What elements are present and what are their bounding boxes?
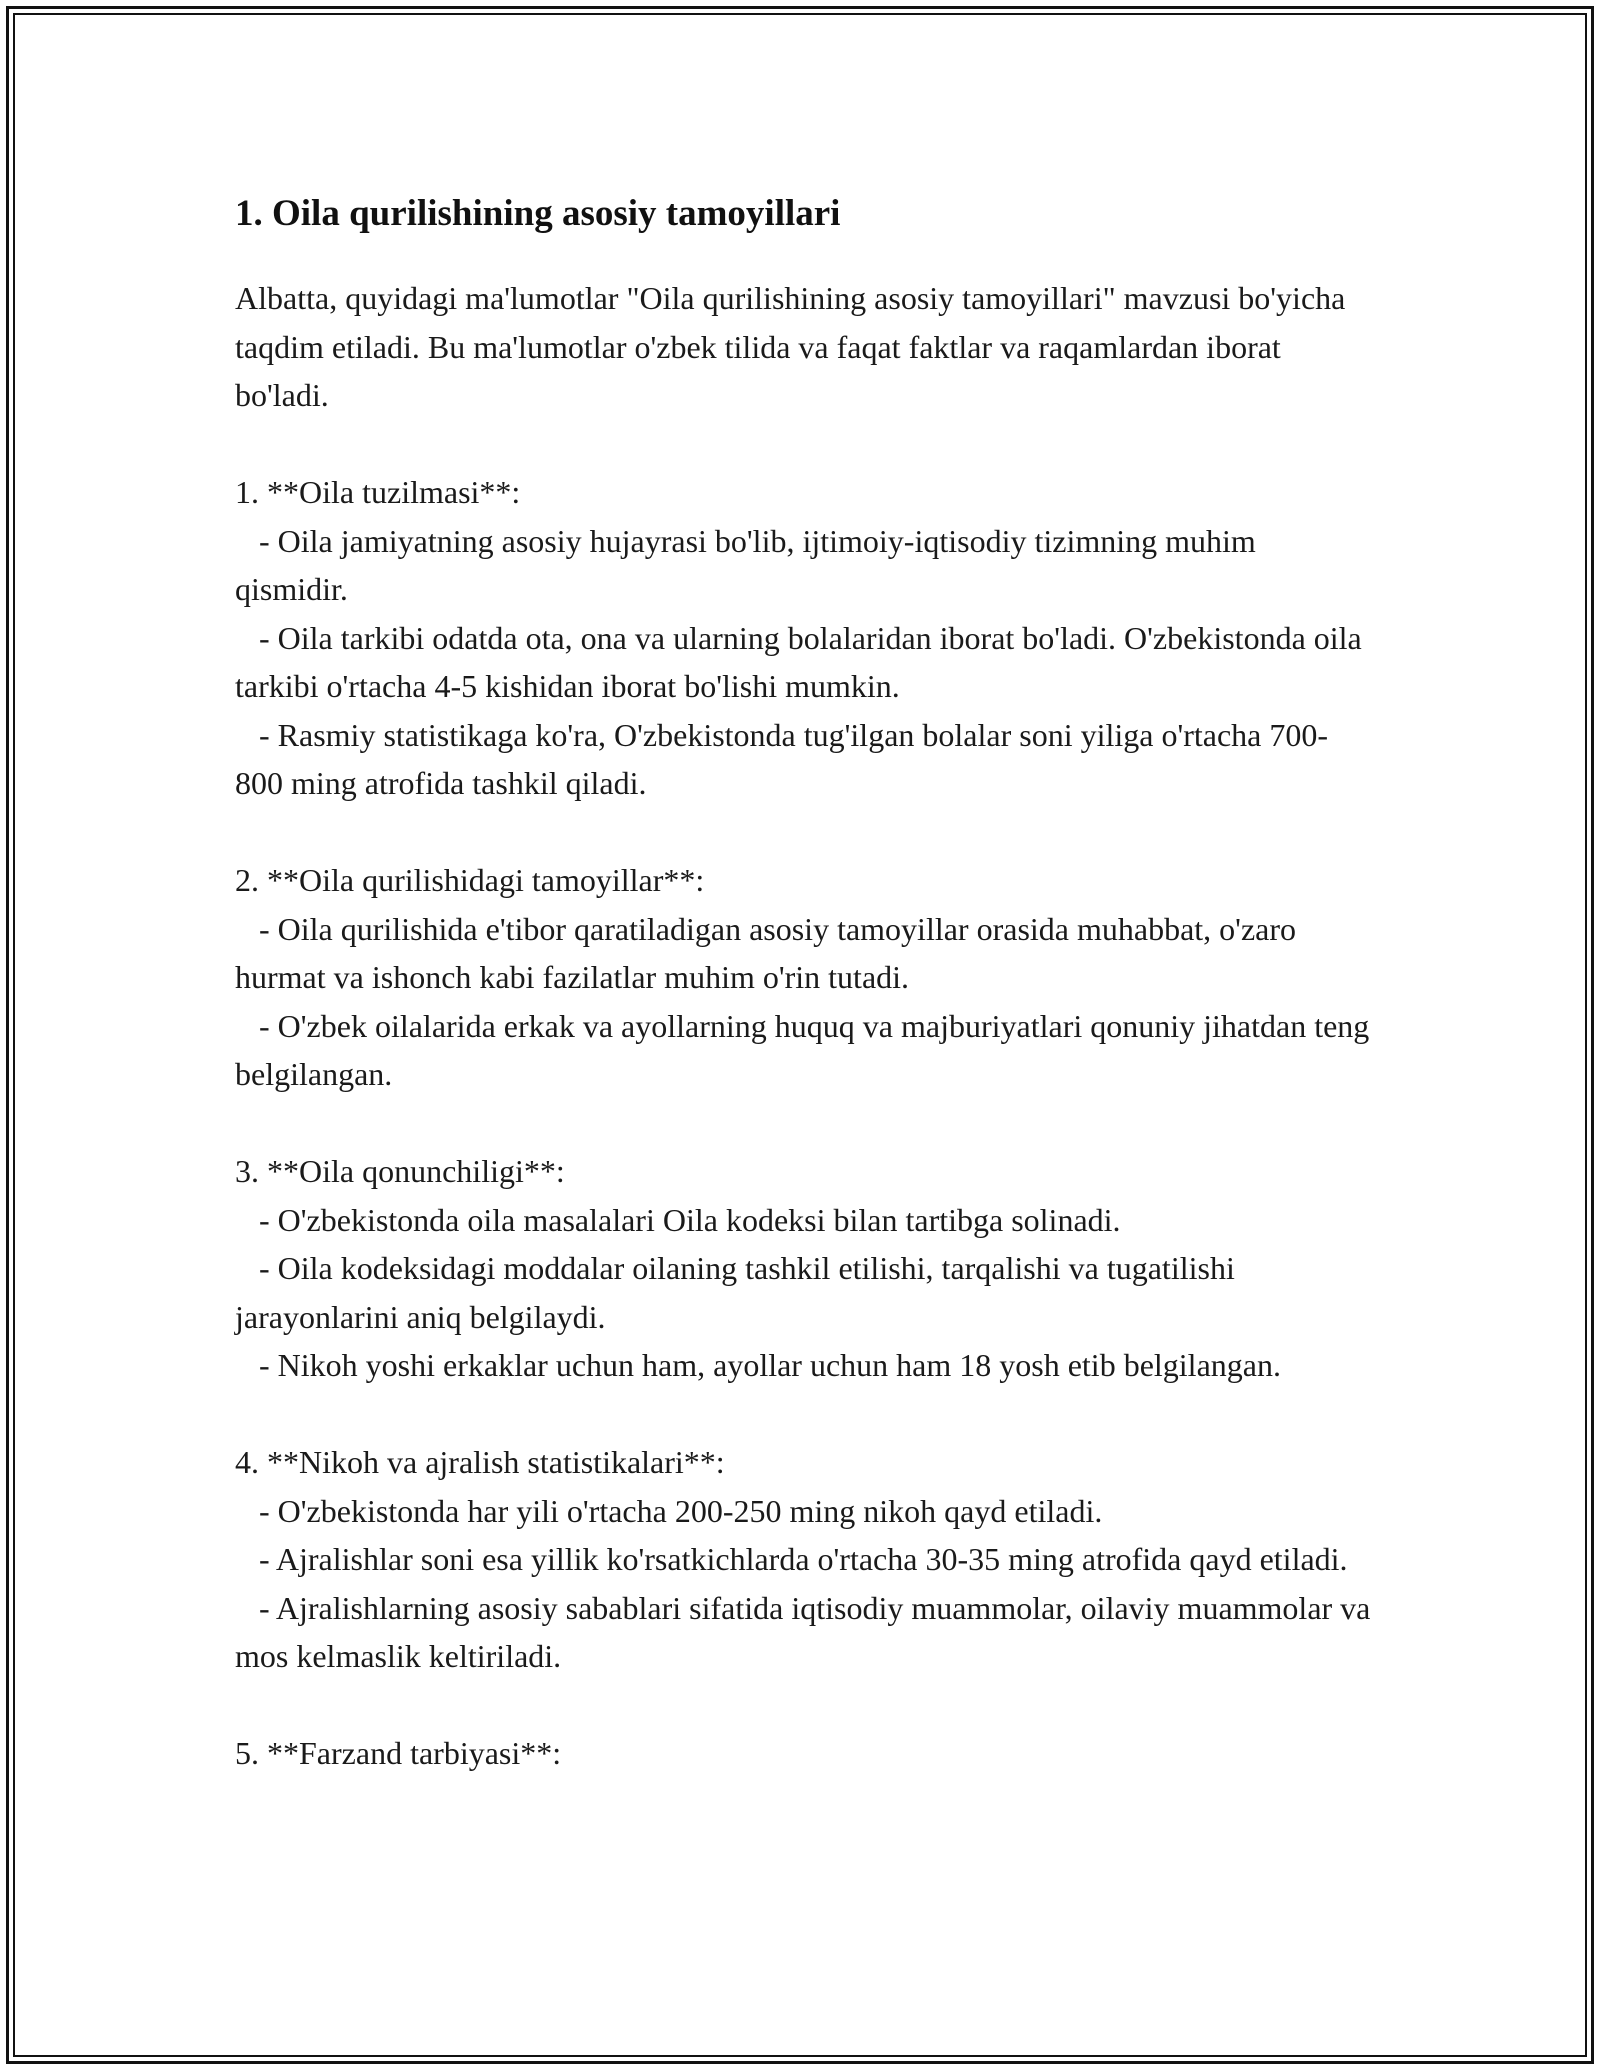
section-2 (235, 856, 1378, 1099)
bullet-item: - Oila tarkibi odatda ota, ona va ularning bolalaridan iborat bo'ladi. O'zbekistonda oila tarkibi o'rtacha 4-5 kishidan iborat bo'lishi mumkin. (235, 619, 1370, 704)
section-heading: 5. **Farzand tarbiyasi**: (235, 1735, 562, 1771)
bullet-item: - O'zbek oilalarida erkak va ayollarning huquq va majburiyatlari qonuniy jihatdan teng belgilangan. (235, 1007, 1378, 1092)
section-heading: 2. **Oila qurilishidagi tamoyillar**: (235, 862, 705, 898)
section-3 (235, 1147, 1375, 1390)
document-title: 1. Oila qurilishining asosiy tamoyillari (235, 193, 841, 234)
bullet-item: - Oila jamiyatning asosiy hujayrasi bo'lib, ijtimoiy-iqtisodiy tizimning muhim qismidir. (235, 522, 1264, 607)
intro-paragraph: Albatta, quyidagi ma'lumotlar "Oila qurilishining asosiy tamoyillari" mavzusi bo'yicha taqdim etiladi. Bu ma'lumotlar o'zbek tilida va faqat faktlar va raqamlardan iborat bo'ladi. (235, 280, 1354, 413)
bullet-item: - Oila kodeksidagi moddalar oilaning tashkil etilishi, tarqalishi va tugatilishi jarayonlarini aniq belgilaydi. (235, 1250, 1243, 1335)
section-heading: 4. **Nikoh va ajralish statistikalari**: (235, 1444, 725, 1480)
section-heading: 1. **Oila tuzilmasi**: (235, 474, 521, 510)
section-heading: 3. **Oila qonunchiligi**: (235, 1153, 565, 1189)
bullet-item: - Nikoh yoshi erkaklar uchun ham, ayollar uchun ham 18 yosh etib belgilangan. (235, 1347, 1281, 1383)
bullet-item: - Ajralishlarning asosiy sabablari sifatida iqtisodiy muammolar, oilaviy muammolar va mos kelmaslik keltiriladi. (235, 1589, 1379, 1674)
section-1 (235, 468, 1375, 808)
bullet-item: - Rasmiy statistikaga ko'ra, O'zbekistonda tug'ilgan bolalar soni yiliga o'rtacha 700-800 ming atrofida tashkil qiladi. (235, 716, 1329, 801)
bullet-item: - O'zbekistonda oila masalalari Oila kodeksi bilan tartibga solinadi. (235, 1201, 1121, 1238)
section-5 (235, 1729, 1375, 1778)
bullet-item: - Oila qurilishida e'tibor qaratiladigan asosiy tamoyillar orasida muhabbat, o'zaro hurmat va ishonch kabi fazilatlar muhim o'rin tutadi. (235, 910, 1304, 995)
bullet-item: - Ajralishlar soni esa yillik ko'rsatkichlarda o'rtacha 30-35 ming atrofida qayd etiladi. (235, 1541, 1348, 1577)
bullet-item: - O'zbekistonda har yili o'rtacha 200-250 ming nikoh qayd etiladi. (235, 1492, 1103, 1529)
document-body (235, 188, 1379, 1778)
section-4 (235, 1438, 1379, 1681)
